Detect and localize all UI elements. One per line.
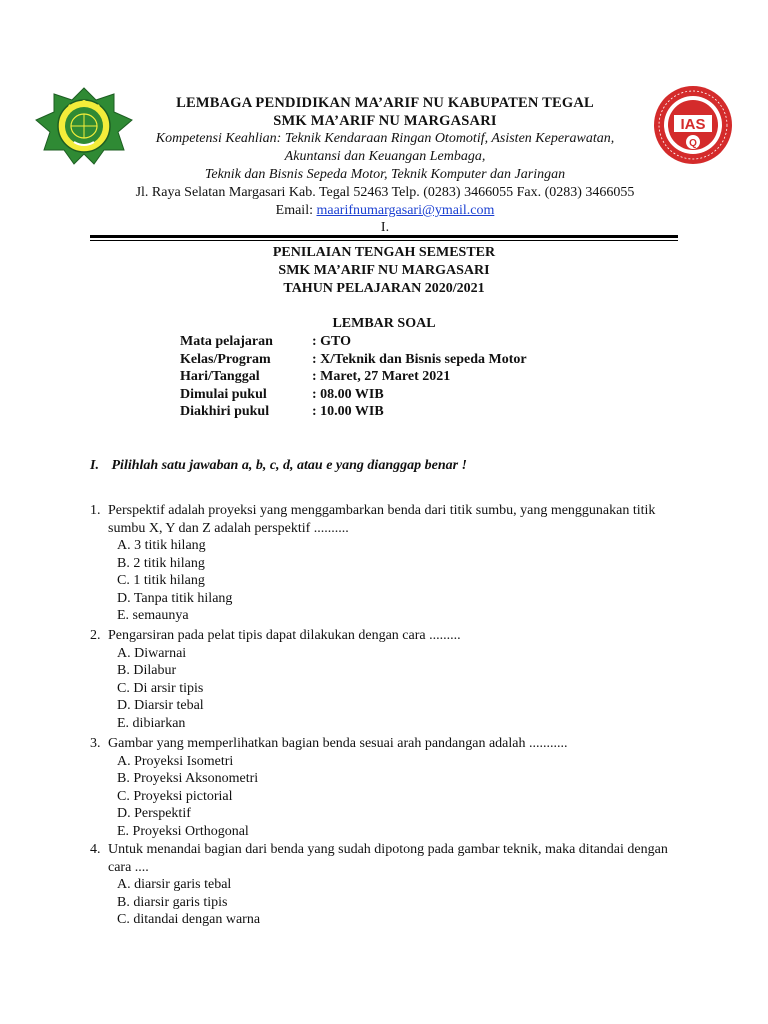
question-2 — [90, 627, 690, 732]
exam-info-row — [180, 333, 527, 351]
email-link[interactable]: maarifnumargasari@ymail.com — [316, 203, 495, 218]
exam-school: SMK MA’ARIF NU MARGASARI — [278, 263, 490, 278]
answer-option[interactable]: B. Dilabur — [117, 663, 177, 678]
exam-info-label: Hari/Tanggal — [180, 369, 260, 384]
exam-info-label: Diakhiri pukul — [180, 404, 270, 419]
exam-title: PENILAIAN TENGAH SEMESTER — [272, 245, 496, 260]
answer-option[interactable]: C. Di arsir tipis — [117, 680, 204, 696]
section-instruction — [90, 458, 467, 474]
exam-info-row — [180, 368, 527, 386]
exam-info-label: Kelas/Program — [180, 351, 271, 367]
answer-option[interactable]: C. Proyeksi pictorial — [117, 788, 233, 804]
question-4 — [90, 841, 690, 929]
school-name: SMK MA’ARIF NU MARGASARI — [273, 113, 497, 129]
question-text: Perspektif adalah proyeksi yang menggambarkan benda dari titik sumbu, yang menggunakan titik sumbu X, Y dan Z adalah perspektif .......... — [108, 503, 656, 536]
answer-option[interactable]: A. Proyeksi Isometri — [117, 753, 234, 769]
answer-option[interactable]: C. ditandai dengan warna — [117, 912, 261, 927]
question-number: 1. — [90, 503, 101, 518]
email-label: Email: — [275, 203, 317, 218]
exam-info-value: : 08.00 WIB — [312, 386, 384, 402]
question-1 — [90, 502, 690, 625]
answer-option[interactable]: B. diarsir garis tipis — [117, 894, 228, 910]
answer-option[interactable]: A. 3 titik hilang — [117, 538, 206, 553]
stray-mark: I. — [380, 220, 390, 235]
header-rule-thick — [90, 235, 678, 238]
answer-option[interactable]: E. dibiarkan — [117, 715, 186, 731]
ias-logo-text: IAS — [680, 116, 706, 133]
answer-option[interactable]: D. Diarsir tebal — [117, 698, 204, 713]
exam-year: TAHUN PELAJARAN 2020/2021 — [283, 281, 485, 296]
answer-option[interactable]: E. Proyeksi Orthogonal — [117, 823, 249, 839]
competence-line-1: Kompetensi Keahlian: Teknik Kendaraan Ringan Otomotif, Asisten Keperawatan, — [155, 131, 615, 146]
institution-name: LEMBAGA PENDIDIKAN MA’ARIF NU KABUPATEN TEGAL — [176, 95, 594, 111]
sheet-title: LEMBAR SOAL — [332, 316, 436, 331]
answer-option[interactable]: D. Tanpa titik hilang — [117, 590, 233, 606]
section-instruction-text: Pilihlah satu jawaban a, b, c, d, atau e yang dianggap benar ! — [111, 458, 467, 473]
email-line — [90, 202, 680, 220]
answer-option[interactable]: A. Diwarnai — [117, 645, 187, 661]
exam-info-row — [180, 386, 527, 404]
competence-line-2: Akuntansi dan Keuangan Lembaga, — [284, 149, 486, 164]
exam-info-label: Dimulai pukul — [180, 386, 267, 402]
answer-option[interactable]: A. diarsir garis tebal — [117, 877, 232, 892]
answer-option[interactable]: D. Perspektif — [117, 806, 191, 821]
question-number: 4. — [90, 842, 101, 857]
question-number: 3. — [90, 736, 101, 751]
exam-info-value: : Maret, 27 Maret 2021 — [312, 369, 451, 384]
competence-line-3: Teknik dan Bisnis Sepeda Motor, Teknik Komputer dan Jaringan — [204, 167, 566, 182]
answer-option[interactable]: B. Proyeksi Aksonometri — [117, 771, 259, 786]
exam-info-value: : X/Teknik dan Bisnis sepeda Motor — [312, 351, 527, 367]
question-text: Untuk menandai bagian dari benda yang sudah dipotong pada gambar teknik, maka ditandai dengan cara .... — [108, 842, 668, 875]
question-number: 2. — [90, 628, 101, 643]
exam-info-label: Mata pelajaran — [180, 334, 273, 349]
exam-info — [180, 333, 527, 421]
exam-info-value: : GTO — [312, 334, 352, 349]
exam-info-row — [180, 351, 527, 369]
svg-text:Q: Q — [689, 138, 697, 149]
school-address: Jl. Raya Selatan Margasari Kab. Tegal 52463 Telp. (0283) 3466055 Fax. (0283) 3466055 — [135, 185, 635, 200]
header-rule-thin — [90, 240, 678, 241]
section-number: I. — [90, 458, 99, 473]
exam-info-row — [180, 403, 527, 421]
question-text: Pengarsiran pada pelat tipis dapat dilakukan dengan cara ......... — [108, 628, 461, 643]
answer-option[interactable]: E. semaunya — [117, 608, 189, 623]
answer-option[interactable]: C. 1 titik hilang — [117, 573, 205, 588]
exam-info-value: : 10.00 WIB — [312, 404, 384, 419]
question-text: Gambar yang memperlihatkan bagian benda sesuai arah pandangan adalah ........... — [108, 736, 568, 751]
question-3 — [90, 735, 690, 840]
answer-option[interactable]: B. 2 titik hilang — [117, 555, 205, 571]
